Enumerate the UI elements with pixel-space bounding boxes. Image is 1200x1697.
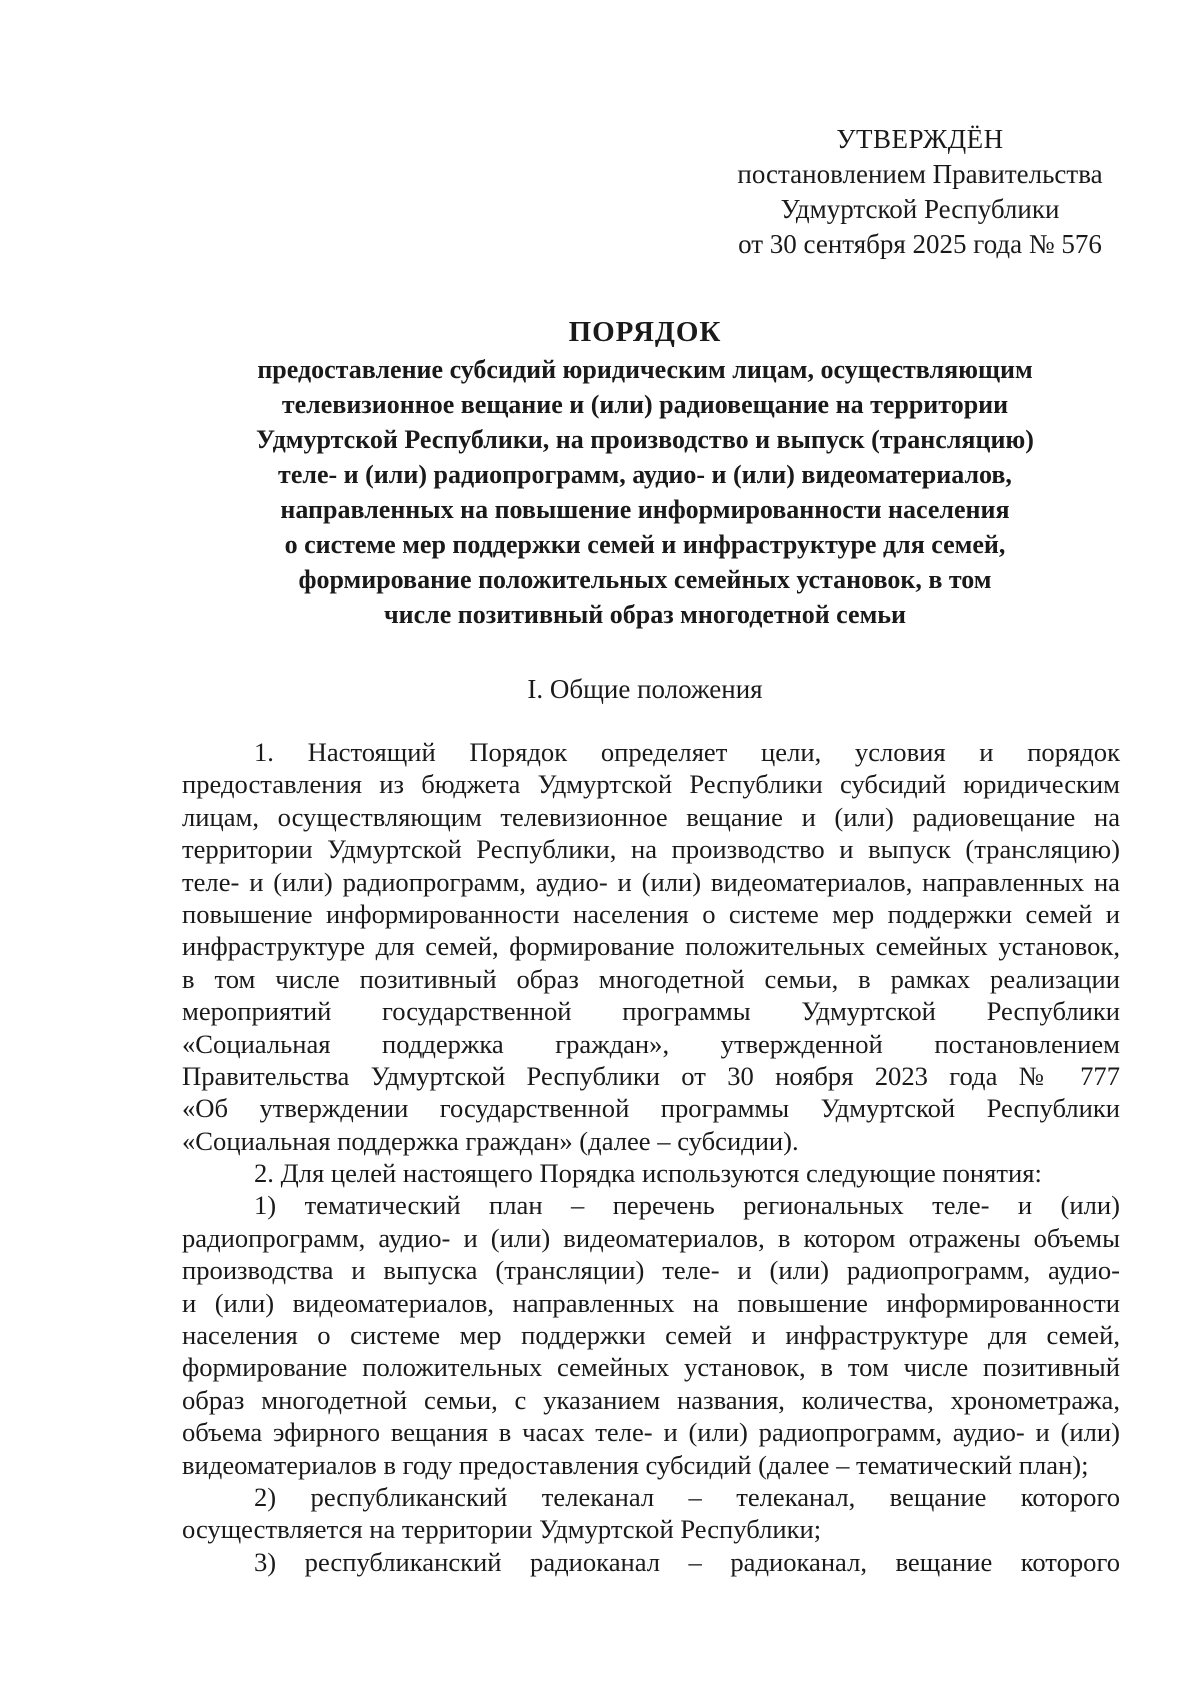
subtitle-line: числе позитивный образ многодетной семьи bbox=[383, 600, 907, 629]
item-2-first-line: 2) республиканский телеканал – телеканал, вещание которого bbox=[254, 1481, 1120, 1512]
approval-line: постановлением Правительства bbox=[737, 159, 1103, 189]
body-line: в том числе позитивный образ многодетной семьи, в рамках реализации bbox=[182, 963, 1120, 994]
body-line: «Об утверждении государственной программы Удмуртской Республики bbox=[182, 1093, 1120, 1124]
paragraph-1-last-line: «Социальная поддержка граждан» (далее – субсидии). bbox=[182, 1125, 799, 1156]
body-line: Правительства Удмуртской Республики от 30 ноября 2023 года № 777 bbox=[182, 1060, 1120, 1091]
body-line: «Социальная поддержка граждан», утвержденной постановлением bbox=[182, 1028, 1120, 1059]
document-subtitle bbox=[200, 352, 1090, 632]
subtitle-line: предоставление субсидий юридическим лицам, осуществляющим bbox=[257, 355, 1033, 384]
approval-date-line: от 30 сентября 2025 года № 576 bbox=[738, 229, 1102, 259]
body-line: предоставления из бюджета Удмуртской Республики субсидий юридическим bbox=[182, 769, 1120, 800]
item-3-first-line: 3) республиканский радиоканал – радиоканал, вещание которого bbox=[254, 1546, 1120, 1577]
item-1-last-line: видеоматериалов в году предоставления субсидий (далее – тематический план); bbox=[182, 1449, 1089, 1480]
body-line: повышение информированности населения о системе мер поддержки семей и bbox=[182, 898, 1120, 929]
body-line: и (или) видеоматериалов, направленных на повышение информированности bbox=[182, 1287, 1120, 1318]
paragraph-2-line: 2. Для целей настоящего Порядка используются следующие понятия: bbox=[254, 1158, 1042, 1189]
body-line: образ многодетной семьи, с указанием названия, количества, хронометража, bbox=[182, 1384, 1120, 1415]
body-line: населения о системе мер поддержки семей и инфраструктуре для семей, bbox=[182, 1320, 1120, 1351]
approval-line: Удмуртской Республики bbox=[780, 194, 1060, 224]
paragraph-1-first-line: 1. Настоящий Порядок определяет цели, условия и порядок bbox=[254, 737, 1120, 767]
item-2-last-line: осуществляется на территории Удмуртской Республики; bbox=[182, 1514, 822, 1545]
subtitle-line: телевизионное вещание и (или) радиовещание на территории bbox=[281, 390, 1009, 419]
subtitle-line: Удмуртской Республики, на производство и выпуск (трансляцию) bbox=[256, 425, 1034, 454]
subtitle-line: о системе мер поддержки семей и инфраструктуре для семей, bbox=[284, 530, 1006, 559]
approval-title: УТВЕРЖДЁН bbox=[836, 124, 1004, 154]
body-line: инфраструктуре для семей, формирование положительных семейных установок, bbox=[182, 931, 1120, 962]
document-title: ПОРЯДОК bbox=[568, 316, 722, 348]
body-line: лицам, осуществляющим телевизионное вещание и (или) радиовещание на bbox=[182, 801, 1120, 832]
body-line: формирование положительных семейных установок, в том числе позитивный bbox=[182, 1352, 1120, 1383]
item-1-first-line: 1) тематический план – перечень региональных теле- и (или) bbox=[254, 1190, 1120, 1221]
section-heading: I. Общие положения bbox=[527, 674, 763, 704]
body-text bbox=[182, 736, 1120, 1578]
body-line: территории Удмуртской Республики, на производство и выпуск (трансляцию) bbox=[182, 834, 1120, 865]
body-line: производства и выпуска (трансляции) теле- и (или) радиопрограмм, аудио- bbox=[182, 1255, 1120, 1286]
approval-stamp bbox=[720, 122, 1120, 262]
body-line: радиопрограмм, аудио- и (или) видеоматериалов, в котором отражены объемы bbox=[182, 1222, 1120, 1253]
body-line: объема эфирного вещания в часах теле- и (или) радиопрограмм, аудио- и (или) bbox=[182, 1417, 1120, 1448]
body-line: теле- и (или) радиопрограмм, аудио- и (или) видеоматериалов, направленных на bbox=[182, 866, 1120, 897]
subtitle-line: направленных на повышение информированности населения bbox=[280, 495, 1010, 524]
subtitle-line: формирование положительных семейных установок, в том bbox=[298, 565, 992, 594]
subtitle-line: теле- и (или) радиопрограмм, аудио- и (или) видеоматериалов, bbox=[278, 460, 1012, 489]
body-line: мероприятий государственной программы Удмуртской Республики bbox=[182, 996, 1120, 1027]
